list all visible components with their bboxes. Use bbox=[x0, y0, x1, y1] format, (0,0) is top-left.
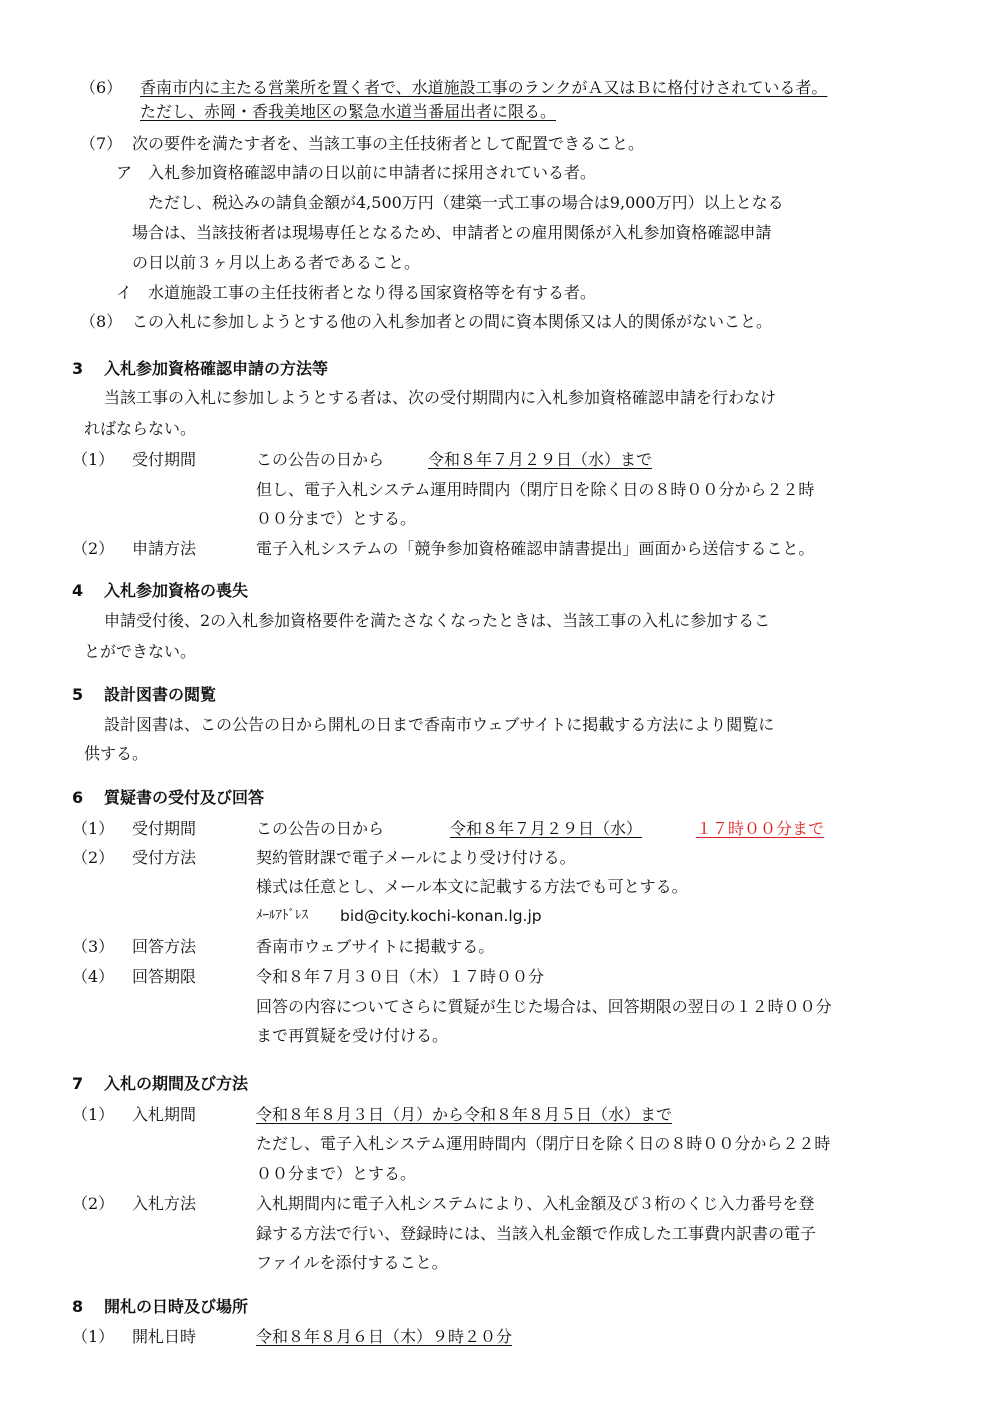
section-body: 供する。 bbox=[84, 744, 149, 763]
sub-item-note: ただし、税込みの請負金額が4,500万円（建築一式工事の場合は9,000万円）以上となる bbox=[148, 193, 784, 212]
deadline-date: 令和８年７月２９日（水）まで bbox=[428, 450, 653, 469]
sub-item-label: ア bbox=[116, 163, 133, 182]
item-number: （3） bbox=[72, 937, 115, 956]
item-number: （1） bbox=[72, 1327, 115, 1346]
item-label: 申請方法 bbox=[132, 539, 197, 558]
item-label: 回答方法 bbox=[132, 937, 197, 956]
sub-item-text: 水道施設工事の主任技術者となり得る国家資格等を有する者。 bbox=[148, 283, 597, 302]
item-text: 録する方法で行い、登録時には、当該入札金額で作成した工事費内訳書の電子 bbox=[256, 1224, 817, 1243]
item-text: 電子入札システムの「競争参加資格確認申請書提出」画面から送信すること。 bbox=[256, 539, 815, 558]
item-label: 受付期間 bbox=[132, 819, 197, 838]
section-number: 3 bbox=[72, 359, 84, 378]
mail-label: ﾒｰﾙｱﾄﾞﾚｽ bbox=[256, 908, 308, 923]
section-title: 入札参加資格確認申請の方法等 bbox=[104, 359, 329, 378]
item-label: 受付期間 bbox=[132, 450, 197, 469]
item-text: 次の要件を満たす者を、当該工事の主任技術者として配置できること。 bbox=[132, 134, 645, 153]
section-title: 質疑書の受付及び回答 bbox=[104, 788, 265, 807]
item-number: （2） bbox=[72, 539, 115, 558]
item-text: 令和８年７月３０日（木）１７時００分 bbox=[256, 967, 545, 986]
item-text: 契約管財課で電子メールにより受け付ける。 bbox=[256, 848, 576, 867]
opening-datetime: 令和８年８月６日（木）９時２０分 bbox=[256, 1327, 513, 1346]
section-title: 開札の日時及び場所 bbox=[104, 1297, 249, 1316]
sub-item-label: イ bbox=[116, 283, 133, 302]
item-number: （1） bbox=[72, 450, 115, 469]
section-number: 6 bbox=[72, 788, 84, 807]
section-number: 7 bbox=[72, 1074, 84, 1093]
item-text: この公告の日から bbox=[256, 819, 385, 838]
item-number: （6） bbox=[80, 78, 123, 97]
item-label: 入札方法 bbox=[132, 1194, 197, 1213]
sub-item-note: 場合は、当該技術者は現場専任となるため、申請者との雇用関係が入札参加資格確認申請 bbox=[132, 223, 772, 242]
section-number: 8 bbox=[72, 1297, 84, 1316]
item-label: 開札日時 bbox=[132, 1327, 197, 1346]
item-note: 但し、電子入札システム運用時間内（閉庁日を除く日の８時００分から２２時 bbox=[256, 480, 815, 499]
sub-item-note: の日以前３ヶ月以上ある者であること。 bbox=[132, 253, 421, 272]
section-body: 当該工事の入札に参加しようとする者は、次の受付期間内に入札参加資格確認申請を行わなけ bbox=[104, 388, 777, 407]
item-note: ００分まで）とする。 bbox=[256, 1164, 417, 1183]
section-title: 入札参加資格の喪失 bbox=[104, 581, 249, 600]
section-body: 申請受付後、2の入札参加資格要件を満たさなくなったときは、当該工事の入札に参加するこ bbox=[104, 611, 771, 630]
item-number: （1） bbox=[72, 1105, 115, 1124]
sub-item-text: 入札参加資格確認申請の日以前に申請者に採用されている者。 bbox=[148, 163, 597, 182]
item-number: （8） bbox=[80, 312, 123, 331]
section-title: 設計図書の閲覧 bbox=[104, 685, 217, 704]
item-number: （1） bbox=[72, 819, 115, 838]
section-body: 設計図書は、この公告の日から開札の日まで香南市ウェブサイトに掲載する方法により閲覧に bbox=[104, 715, 775, 734]
deadline-date: 令和８年７月２９日（水） bbox=[450, 819, 643, 838]
item-text: 入札期間内に電子入札システムにより、入札金額及び３桁のくじ入力番号を登 bbox=[256, 1194, 815, 1213]
item-note: まで再質疑を受け付ける。 bbox=[256, 1026, 449, 1045]
item-text: 香南市内に主たる営業所を置く者で、水道施設工事のランクがＡ又はＢに格付けされている者。 bbox=[140, 78, 828, 97]
section-body: とができない。 bbox=[84, 642, 197, 661]
item-note: ００分まで）とする。 bbox=[256, 509, 417, 528]
item-text: この公告の日から bbox=[256, 450, 385, 469]
item-text: ファイルを添付すること。 bbox=[256, 1253, 448, 1272]
deadline-time: １７時００分まで bbox=[696, 819, 825, 838]
item-note: ただし、電子入札システム運用時間内（閉庁日を除く日の８時００分から２２時 bbox=[256, 1134, 831, 1153]
item-number: （7） bbox=[80, 134, 123, 153]
item-number: （2） bbox=[72, 1194, 115, 1213]
section-number: 5 bbox=[72, 685, 84, 704]
item-note: 回答の内容についてさらに質疑が生じた場合は、回答期限の翌日の１２時００分 bbox=[256, 997, 832, 1016]
bid-period: 令和８年８月３日（月）から令和８年８月５日（水）まで bbox=[256, 1105, 673, 1124]
item-label: 入札期間 bbox=[132, 1105, 197, 1124]
mail-address: bid@city.kochi-konan.lg.jp bbox=[340, 907, 542, 925]
section-title: 入札の期間及び方法 bbox=[104, 1074, 249, 1093]
item-number: （2） bbox=[72, 848, 115, 867]
section-body: ればならない。 bbox=[84, 419, 197, 438]
item-text: 香南市ウェブサイトに掲載する。 bbox=[256, 937, 495, 956]
item-text: 様式は任意とし、メール本文に記載する方法でも可とする。 bbox=[256, 877, 688, 896]
item-number: （4） bbox=[72, 967, 115, 986]
item-label: 受付方法 bbox=[132, 848, 197, 867]
section-number: 4 bbox=[72, 581, 84, 600]
item-text: この入札に参加しようとする他の入札参加者との間に資本関係又は人的関係がないこと。 bbox=[132, 312, 773, 331]
item-text: ただし、赤岡・香我美地区の緊急水道当番届出者に限る。 bbox=[140, 102, 557, 121]
item-label: 回答期限 bbox=[132, 967, 197, 986]
